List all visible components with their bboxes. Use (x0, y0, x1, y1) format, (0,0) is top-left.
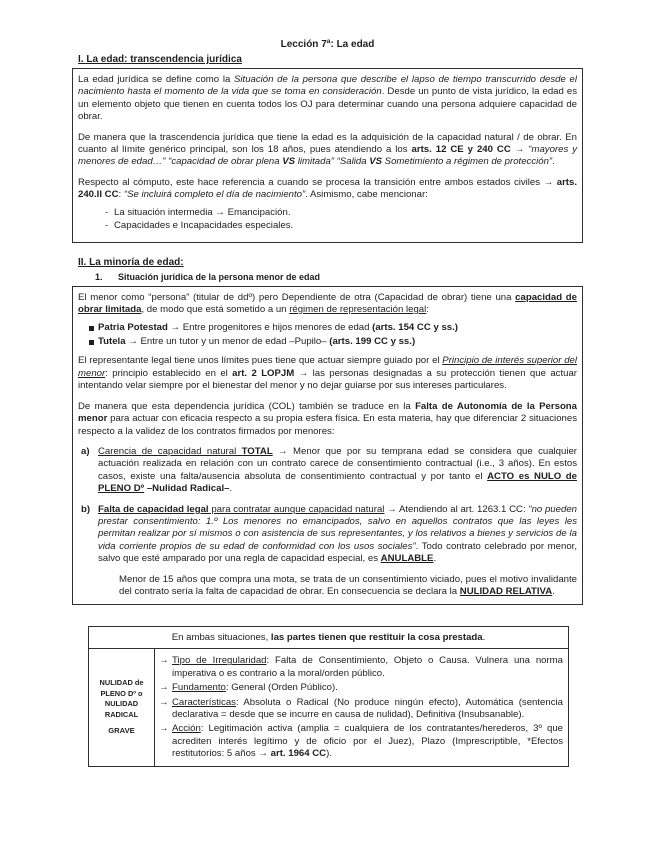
plain-text: : General (Orden Público). (225, 682, 338, 694)
key-term: NULIDAD RELATIVA (459, 585, 553, 597)
plain-text: → Menor que por su temprana edad se considera que cualquier actuación realizada en relación con un contrato carece de consentimiento contractual (i.e., 3 años). En estos casos, existe una falta/ausencia absoluta de consentimiento contractual y por tanto el (98, 445, 577, 482)
plain-text: : Falta de Consentimiento, Objeto o Causa. Vulnera una norma imperativa o es contrario a la moral/orden público. (172, 655, 564, 679)
plain-text: La edad jurídica se define como la (78, 74, 234, 85)
plain-text: , de modo que está sometido a un (141, 304, 290, 316)
plain-text: . (433, 553, 437, 565)
list-item-text: Capacidades e Incapacidades especiales. (114, 219, 294, 231)
list-item (78, 219, 577, 232)
plain-text: El menor como “persona” (titular de ddº) pero Dependiente de otra (Capacidad de obrar) tiene una (78, 291, 516, 303)
row-text (172, 655, 563, 680)
plain-text: para actuar con eficacia respecto a su propia esfera física. En esta materia, hay que diferenciar 2 situaciones respecto a la validez de los contratos firmados por menores: (78, 413, 577, 437)
plain-text: . (552, 585, 555, 597)
principle-term: Principio de interés superior del menor (78, 355, 577, 379)
plain-text: . Desde un punto de vista jurídico, la edad es un elemento objeto que tienen en cuenta todos los OJ para determinar cuando una persona adquiere capacidad de obrar. (78, 86, 578, 123)
definition-paragraph (78, 74, 577, 124)
versus-label: VS (369, 156, 383, 168)
table-row (159, 655, 563, 680)
case-a (78, 446, 577, 496)
key-term: Falta de capacidad legal (98, 503, 209, 515)
list-item (78, 335, 577, 349)
nullity-table (88, 626, 569, 766)
italic-quote: Sometimiento a régimen de protección” (382, 156, 553, 168)
case-b (78, 504, 577, 566)
key-term: Falta de Autonomía de la Persona menor (78, 400, 577, 425)
plain-text: → las personas designadas a su protección tienen que actuar intentando velar siempre por el bienestar del menor y no dejar guiarse por sus intereses particulares. (78, 367, 577, 392)
underlined-term: Carencia de capacidad natural (98, 445, 242, 457)
table-header (89, 627, 568, 649)
row-label: Acción (172, 723, 201, 735)
list-item-text: → Entre un tutor y un menor de edad –Pupilo– (125, 336, 330, 348)
plain-text: : (426, 304, 429, 316)
lesson-title: Lección 7ª: La edad (280, 39, 375, 50)
section-1-heading: I. La edad: transcendencia jurídica (78, 54, 242, 65)
plain-text: Menor de 15 años que compra una mota, se trata de un consentimiento viciado, pues el motivo invalidante del contrato sería la falta de capacidad de obrar. En consecuencia se declara la (119, 573, 577, 597)
table-right-cell (155, 649, 568, 765)
list-item-lead: Patria Potestad (98, 322, 168, 334)
table-row (159, 682, 563, 694)
key-term: capacidad de obrar limitada (78, 291, 577, 316)
key-term: ANULABLE (380, 553, 434, 565)
plain-text: ). (326, 748, 332, 760)
plain-text: Respecto al cómputo, este hace referencia a cuando se procesa la transición entre ambos estados civiles → (78, 176, 557, 188)
square-bullet-icon (89, 340, 94, 345)
italic-quote: “mayores y menores de edad…” “capacidad de obrar plena (78, 144, 577, 168)
legal-reference: art. 1964 CC (270, 748, 327, 760)
key-term: TOTAL (241, 445, 273, 457)
italic-quote: “Se incluirá completo el día de nacimiento” (123, 189, 306, 201)
legal-reference: art. 2 LOPJM (232, 367, 295, 379)
arrow-bullet-icon: → (159, 655, 169, 667)
computation-paragraph (78, 177, 577, 202)
minor-status-paragraph (78, 292, 577, 317)
case-letter: b) (81, 503, 91, 515)
plain-text: . (552, 156, 555, 168)
underlined-term: régimen de representación legal (289, 304, 427, 316)
table-row (159, 697, 563, 722)
dependency-paragraph (78, 401, 577, 438)
key-term: ACTO es NULO de PLENO Dº (98, 470, 577, 495)
plain-text: : Absoluta o Radical (No produce ningún efecto), Automática (sentencia declarativa = desde que se incurre en causa de nulidad), Definitiva (Insubsanable). (172, 696, 563, 720)
row-text (172, 723, 563, 760)
list-item-text: → Entre progenitores e hijos menores de edad (167, 322, 373, 334)
dash-list (78, 206, 577, 232)
list-item-lead: Tutela (98, 336, 126, 348)
subsection-title: Situación jurídica de la persona menor de edad (118, 271, 321, 282)
section-2-box (72, 286, 583, 606)
legal-reference: arts. 240.II CC (78, 176, 577, 201)
legal-reference: arts. 12 CE y 240 CC → (411, 144, 525, 156)
table-row (159, 723, 563, 760)
severity-label: GRAVE (108, 726, 135, 736)
example-paragraph (119, 574, 577, 599)
section-2-heading: II. La minoría de edad: (78, 256, 184, 268)
section-1-box (72, 68, 583, 243)
arrow-bullet-icon: → (159, 682, 169, 694)
row-text (172, 697, 563, 722)
case-letter: a) (81, 445, 90, 457)
plain-text: En ambas situaciones, (171, 632, 271, 644)
subsection-heading (72, 271, 583, 283)
plain-text: . Asimismo, cabe mencionar: (305, 189, 428, 201)
plain-text: El representante legal tiene unos límites pues tiene que actuar siempre guiado por el (78, 355, 443, 367)
legal-reference: (arts. 199 CC y ss.) (329, 336, 416, 348)
definition-quote: Situación de la persona que describe el lapso de tiempo transcurrido desde el nacimiento hasta el momento de la vida que se toma en consideración (78, 74, 577, 98)
versus-label: VS (282, 156, 296, 168)
plain-text: : (118, 189, 124, 201)
row-text (172, 682, 563, 694)
underlined-term: para contratar aunque capacidad natural (208, 503, 385, 515)
transcendence-paragraph (78, 132, 577, 169)
table-left-cell (89, 649, 155, 765)
plain-text: . (482, 632, 486, 644)
plain-text: . (229, 483, 233, 495)
italic-quote: “no pueden prestar consentimiento: 1.º Los menores no emancipados, salvo en aquellos contratos que las leyes les permitan realizar por sí mismos o con asistencia de sus representantes, y los relativos a bienes y servicios de la vida corriente propios de su edad de conformidad con los usos sociales” (98, 503, 577, 552)
list-item-text: La situación intermedia → Emancipación. (114, 206, 291, 218)
row-label: Características (172, 696, 236, 708)
dash-bullet: - (105, 219, 109, 231)
table-body (89, 649, 568, 765)
subsection-number: 1. (95, 271, 103, 282)
legal-representative-paragraph (78, 355, 577, 392)
plain-text: . Todo contrato celebrado por menor, salvo que esté amparado por una regla de capacidad especial, es (98, 540, 577, 565)
representation-list (78, 321, 577, 349)
document-page (72, 38, 583, 767)
list-item (78, 206, 577, 219)
bold-text: las partes tienen que restituir la cosa prestada (270, 632, 483, 644)
row-label: Tipo de Irregularidad (172, 655, 267, 667)
plain-text: → Atendiendo al art. 1263.1 CC: (384, 503, 529, 515)
nullity-type-label: NULIDAD de PLENO Dº o NULIDAD RADICAL (99, 678, 144, 719)
bold-text: –Nulidad Radical– (144, 483, 230, 495)
arrow-bullet-icon: → (159, 696, 169, 708)
plain-text: : Legitimación activa (amplia = cualquiera de los contratantes/herederos, 3º que acrediten interés legítimo y de oficio por el Juez), Plazo (Imprescriptible, *Efectos restitutorios: 5 años → (172, 723, 563, 760)
plain-text: : principio establecido en el (105, 367, 233, 379)
legal-reference: (arts. 154 CC y ss.) (372, 322, 458, 334)
row-label: Fundamento (172, 682, 226, 694)
arrow-bullet-icon: → (159, 723, 169, 735)
dash-bullet: - (105, 206, 109, 218)
plain-text: De manera que la trascendencia jurídica que tiene la edad es la adquisición de la capacidad natural / de obrar. En cuanto al límite genérico principal, son los 18 años, pues atendiendo a los (78, 131, 577, 156)
plain-text: De manera que esta dependencia jurídica (COL) también se traduce en la (78, 400, 416, 412)
italic-quote: limitada” “Salida (295, 156, 370, 168)
square-bullet-icon (89, 326, 94, 331)
list-item (78, 321, 577, 335)
